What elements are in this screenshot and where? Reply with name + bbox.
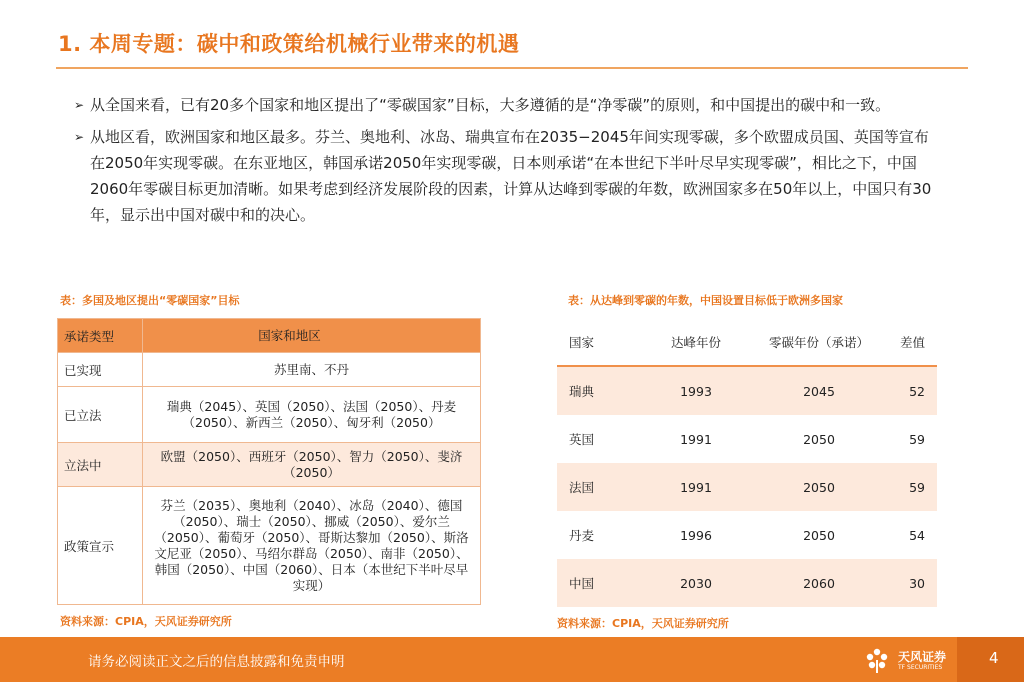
arrow-bullet-icon: ➢ — [74, 130, 85, 144]
commitment-type-cell: 政策宣示 — [58, 487, 143, 605]
header-regions: 国家和地区 — [143, 319, 481, 353]
header-zero-year: 零碳年份（承诺） — [751, 318, 887, 366]
table-row — [557, 415, 937, 463]
header-difference: 差值 — [887, 318, 937, 366]
country-cell: 中国 — [557, 559, 641, 607]
regions-cell: 瑞典（2045）、英国（2050）、法国（2050）、丹麦（2050）、新西兰（2050）、匈牙利（2050） — [143, 387, 481, 443]
table-row — [557, 366, 937, 415]
header-commitment-type: 承诺类型 — [58, 319, 143, 353]
page-number: 4 — [989, 649, 999, 667]
peak-year-cell: 1991 — [641, 463, 751, 511]
table-row — [58, 387, 481, 443]
zero-carbon-targets-table — [57, 318, 481, 605]
zero-year-cell: 2050 — [803, 527, 835, 543]
table-row — [557, 559, 937, 607]
bullet-text: 从全国来看，已有20多个国家和地区提出了“零碳国家”目标，大多遵循的是“净零碳”的原则，和中国提出的碳中和一致。 — [90, 96, 891, 114]
peak-year-cell: 1993 — [641, 366, 751, 415]
company-logo — [862, 643, 947, 677]
regions-cell: 苏里南、不丹 — [143, 353, 481, 387]
difference-cell: 30 — [887, 559, 937, 607]
difference-cell: 59 — [909, 431, 925, 447]
commitment-type-cell: 已立法 — [58, 387, 143, 443]
disclaimer-text: 请务必阅读正文之后的信息披露和免责申明 — [88, 654, 345, 670]
bullet-list — [74, 92, 934, 234]
zero-year-cell: 2050 — [803, 431, 835, 447]
header-peak-year: 达峰年份 — [641, 318, 751, 366]
zero-year-cell: 2050 — [751, 463, 887, 511]
title-divider — [56, 67, 968, 69]
logo-text-cn: 天风证券 — [898, 650, 947, 664]
peak-year-cell: 1996 — [680, 527, 712, 543]
difference-cell: 59 — [887, 463, 937, 511]
zero-year-cell: 2060 — [751, 559, 887, 607]
table-row — [557, 463, 937, 511]
peak-year-cell: 2030 — [641, 559, 751, 607]
regions-cell: 欧盟（2050）、西班牙（2050）、智力（2050）、斐济（2050） — [143, 443, 481, 487]
table-header-row — [557, 318, 937, 366]
header-country: 国家 — [557, 318, 641, 366]
table-row — [58, 353, 481, 387]
arrow-bullet-icon: ➢ — [74, 98, 85, 112]
difference-cell: 52 — [887, 366, 937, 415]
table-row — [58, 487, 481, 605]
difference-cell: 54 — [909, 527, 925, 543]
regions-cell: 芬兰（2035）、奥地利（2040）、冰岛（2040）、德国（2050）、瑞士（2050）、挪威（2050）、爱尔兰（2050）、葡萄牙（2050）、哥斯达黎加（2050）、斯洛文尼亚（2050）、马绍尔群岛（2050）、南非（2050）、韩国（2050）、中国（2060）、日本（本世纪下半叶尽早实现） — [143, 487, 481, 605]
bullet-text: 从地区看，欧洲国家和地区最多。芬兰、奥地利、冰岛、瑞典宣布在2035−2045年间实现零碳，多个欧盟成员国、英国等宣布在2050年实现零碳。在东亚地区，韩国承诺2050年实现零碳，日本则承诺“在本世纪下半叶尽早实现零碳”，相比之下，中国2060年零碳目标更加清晰。如果考虑到经济发展阶段的因素，计算从达峰到零碳的年数，欧洲国家多在50年以上，中国只有30年，显示出中国对碳中和的决心。 — [90, 128, 932, 224]
page-title: 1. 本周专题：碳中和政策给机械行业带来的机遇 — [58, 32, 520, 56]
table-row — [58, 443, 481, 487]
country-cell: 丹麦 — [569, 528, 595, 543]
commitment-type-cell: 立法中 — [58, 443, 143, 487]
footer-bar — [0, 637, 1024, 682]
logo-text-en: TF SECURITIES — [898, 664, 943, 671]
bullet-item — [74, 124, 934, 228]
zero-year-cell: 2045 — [751, 366, 887, 415]
right-table-caption: 表：从达峰到零碳的年数，中国设置目标低于欧洲多国家 — [568, 294, 843, 307]
table-header-row — [58, 319, 481, 353]
country-cell: 英国 — [569, 432, 595, 447]
country-cell: 瑞典 — [557, 366, 641, 415]
left-table-caption: 表：多国及地区提出“零碳国家”目标 — [60, 294, 240, 307]
peak-year-cell: 1991 — [680, 431, 712, 447]
commitment-type-cell: 已实现 — [58, 353, 143, 387]
right-table-source: 资料来源：CPIA，天风证券研究所 — [557, 617, 729, 630]
country-cell: 法国 — [557, 463, 641, 511]
left-table-source: 资料来源：CPIA，天风证券研究所 — [60, 615, 232, 628]
flower-logo-icon — [862, 646, 892, 674]
bullet-item — [74, 92, 934, 118]
peak-to-zero-table — [557, 318, 937, 607]
table-row — [557, 511, 937, 559]
